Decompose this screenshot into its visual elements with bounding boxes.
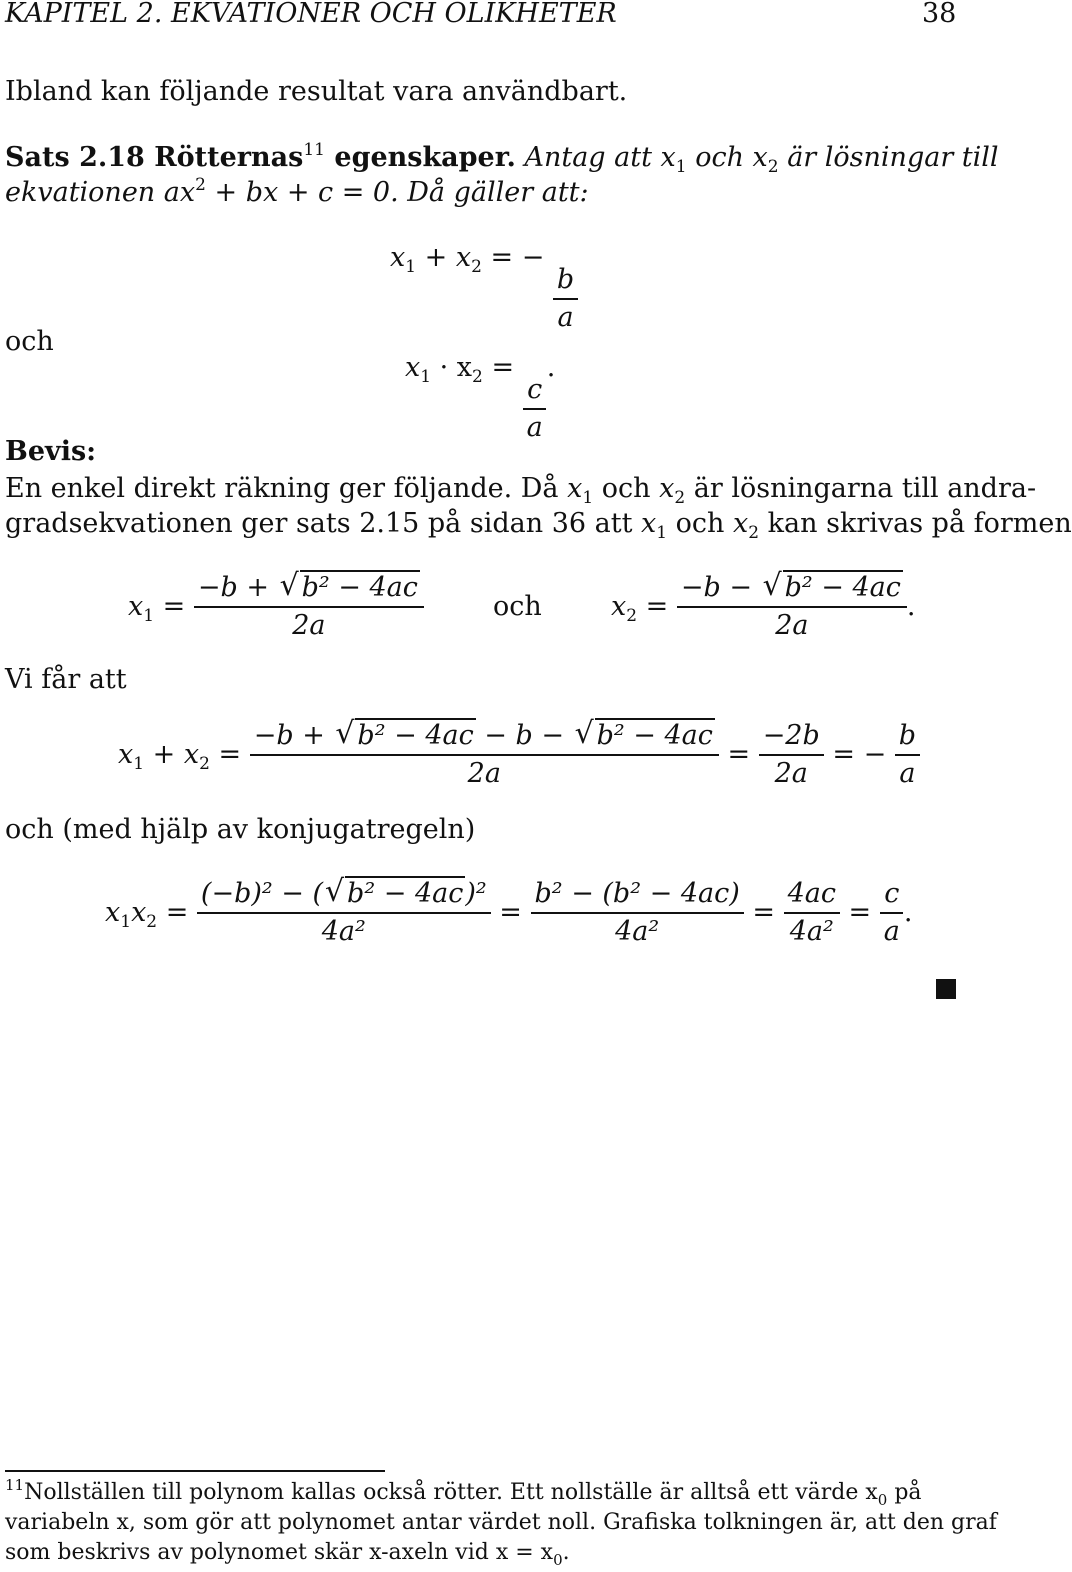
product-derivation: $x_1x_2$ = $\frac{\text{(−b)² − (√ b² − 4ac)²}}{\text{4a²}}$ = $\frac{\text{b² − (b² − 4ac)}}{\text{4a²}}$ = $\frac{4ac}{\text{4a²}}$ = $\frac{c}{a}$ . [105,878,912,949]
chapter-title: KAPITEL 2. EKVATIONER OCH OLIKHETER [5,0,617,29]
roots-formula: $x_1$ = $\frac{\text{−b + √ b² − 4ac}}{2a}$ och $x_2$ = $\frac{\text{−b − √ b² − 4ac}}{2a}$ . [128,572,915,643]
proof-line-2: gradsekvationen ger sats 2.15 på sidan 36 att $x_1$ och $x_2$ kan skrivas på formen [5,508,1072,543]
theorem-line-1 [5,140,999,177]
vi-far-att: Vi får att [5,664,127,695]
footnote [5,1478,997,1568]
intro-text: Ibland kan följande resultat vara användbart. [5,76,628,107]
footnote-line-2: variabeln x, som gör att polynomet antar värdet noll. Grafiska tolkningen är, att den graf [5,1510,997,1535]
equation-root-product: $x_1 \cdot x_2$ = $\frac{c}{a}$ . [405,352,556,444]
footnote-mark: 11 [303,140,325,160]
sum-derivation: $x_1 + x_2$ = $\frac{\text{−b + √ b² − 4ac − b − √ b² − 4ac}}{2a}$ = $\frac{-2b}{2a}$ = − $\frac{b}{a}$ [118,720,920,791]
konjugat-note: och (med hjälp av konjugatregeln) [5,814,476,845]
footnote-line-3: som beskrivs av polynomet skär x-axeln vid $x = x_0$. [5,1540,570,1569]
qed-square-icon [936,979,956,999]
running-header [5,0,617,30]
equation-root-sum: $x_1 + x_2$ = − $\frac{b}{a}$ [390,242,578,335]
theorem-label: Sats 2.18 Rötternas [5,142,304,173]
theorem-label-tail: egenskaper. [325,142,516,173]
och-connector: och [5,326,54,357]
proof-label: Bevis: [5,436,97,467]
footnote-rule [5,1470,385,1472]
footnote-line-1: $^{11}$Nollställen till polynom kallas också rötter. Ett nollställe är alltså ett värde $x_0$ på [5,1476,922,1509]
page-number: 38 [922,0,957,29]
theorem-line-2: ekvationen $ax^2$ + bx + c = 0. Då gäller att: [5,175,589,208]
proof-line-1: En enkel direkt räkning ger följande. Då $x_1$ och $x_2$ är lösningarna till andra- [5,473,1037,508]
theorem-statement-1: Antag att $x_1$ och $x_2$ är lösningar till [524,142,999,177]
